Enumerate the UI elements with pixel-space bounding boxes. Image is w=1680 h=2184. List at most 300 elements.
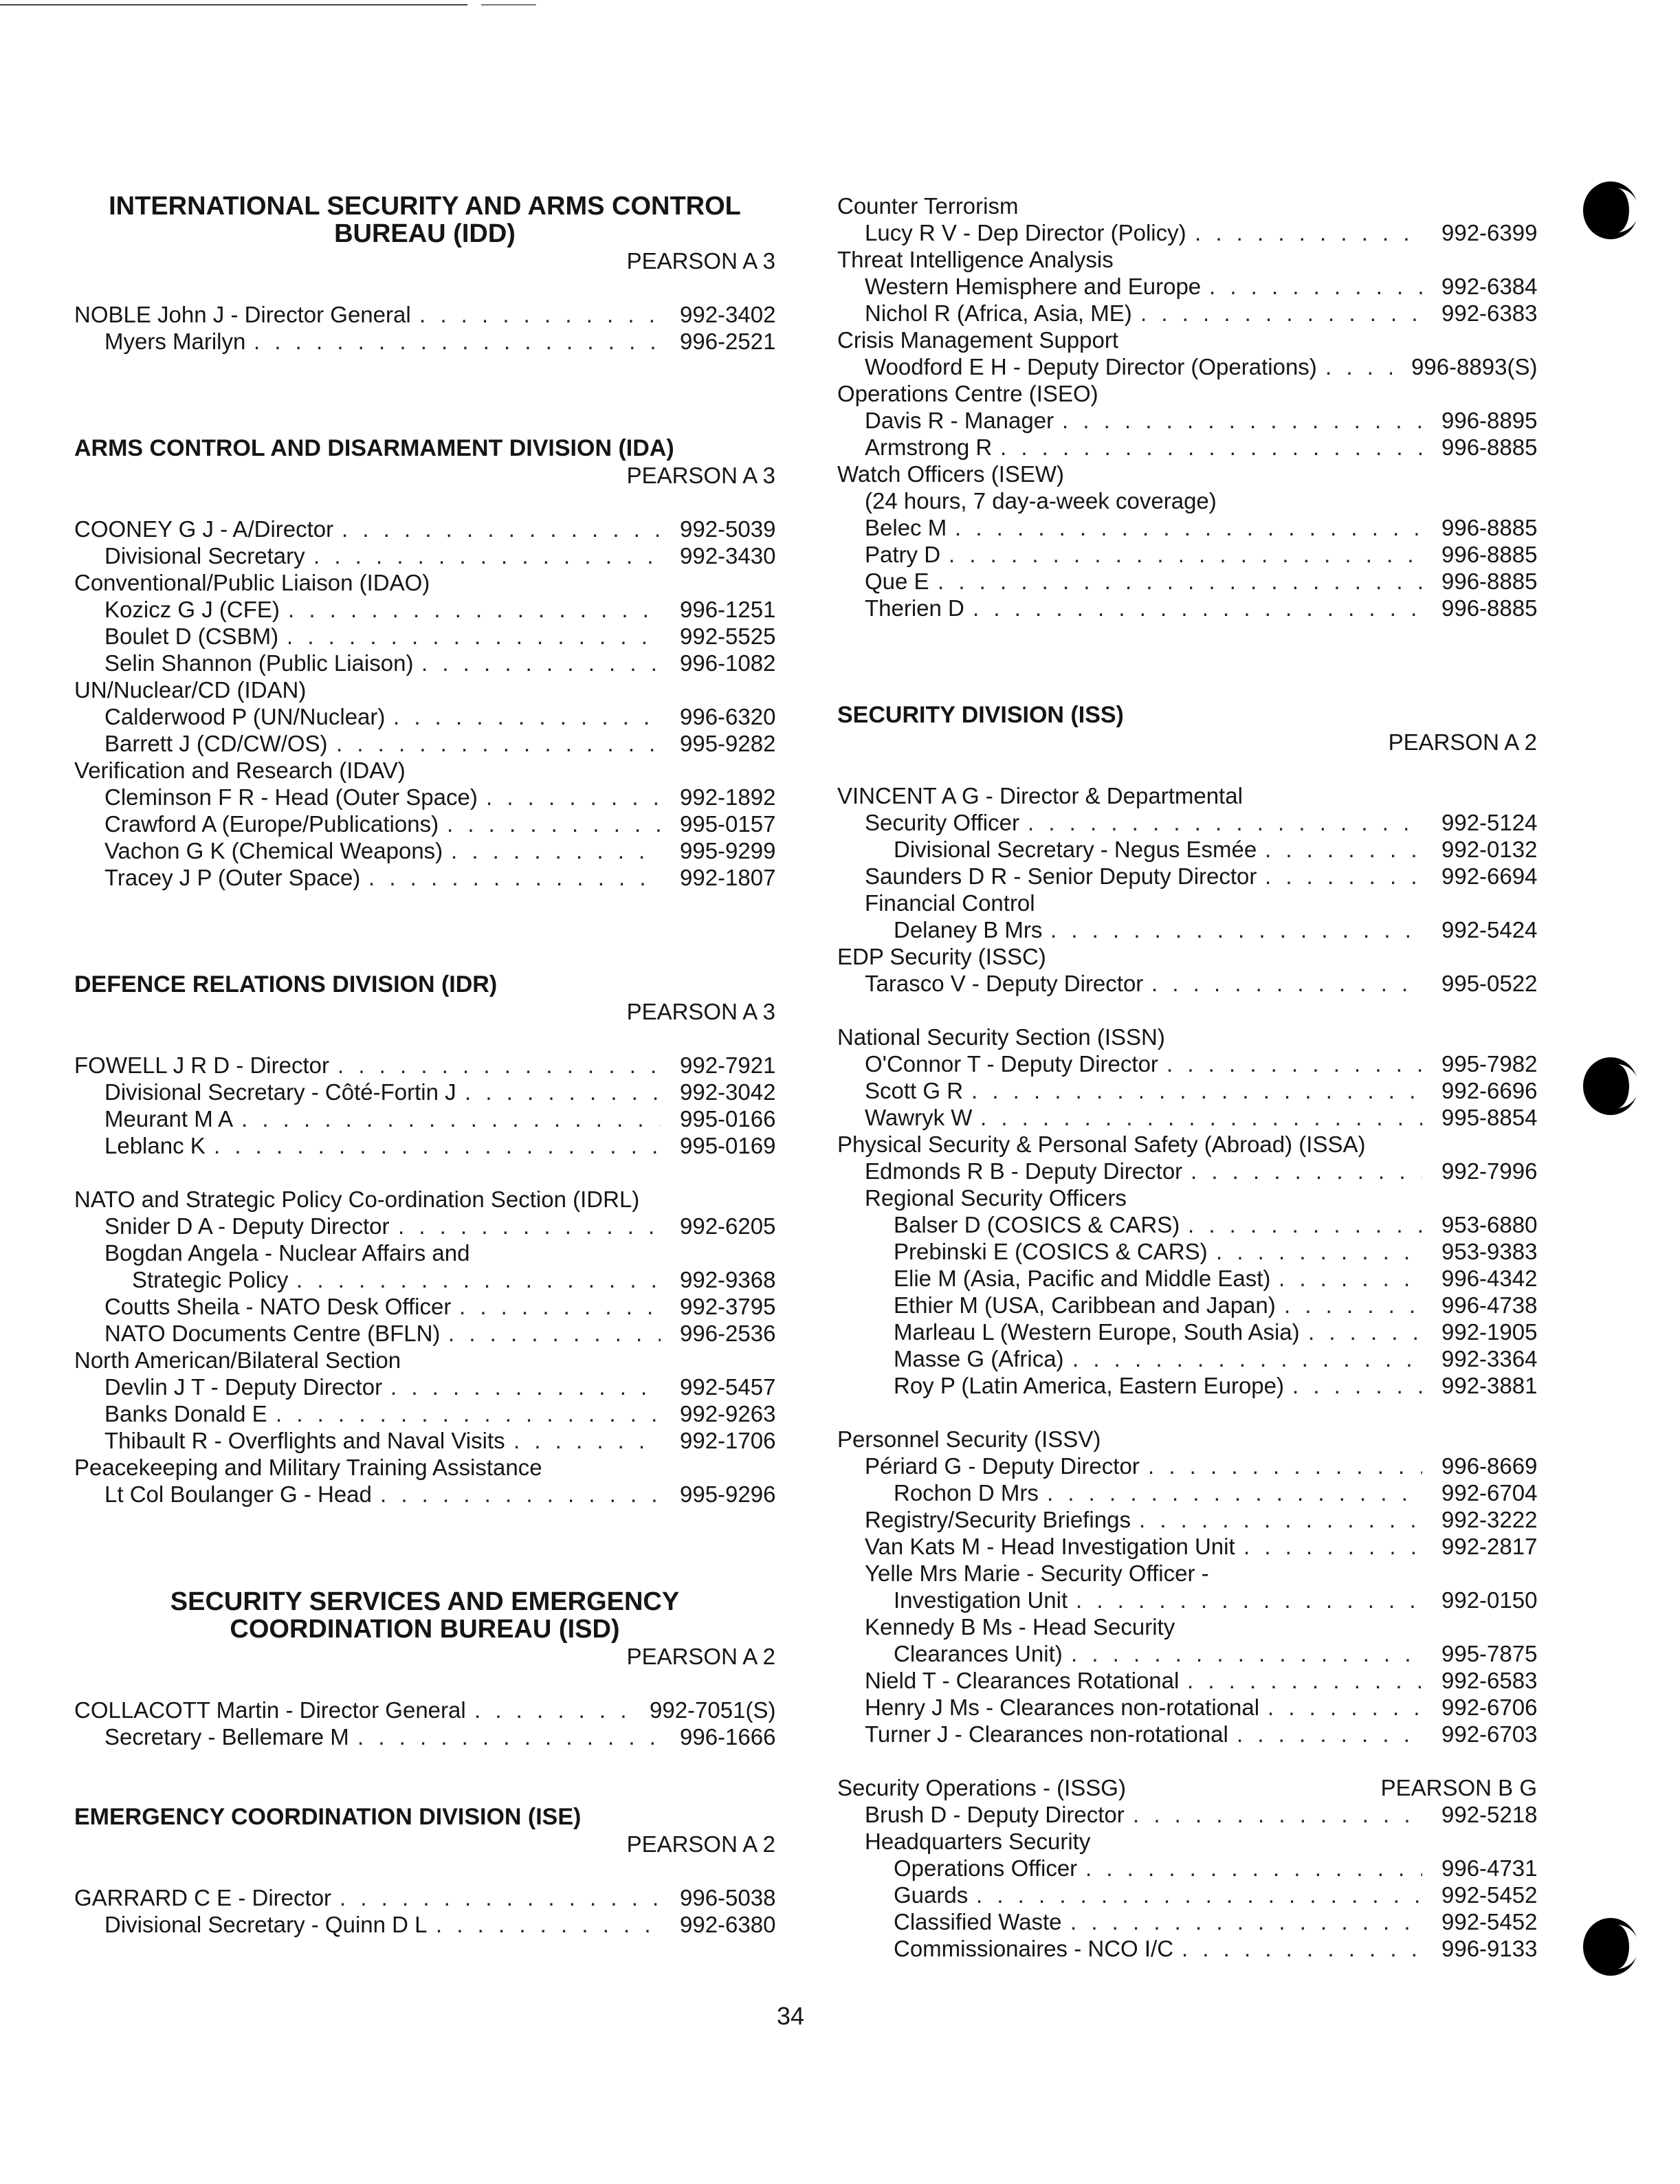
phone-number: 995-7982: [1441, 1051, 1538, 1077]
entry-name: Secretary - Bellemare M: [104, 1724, 349, 1750]
directory-entry: [837, 943, 1537, 970]
directory-entry: [837, 568, 1537, 595]
entry-name: COONEY G J - A/Director: [74, 516, 334, 542]
phone-number: 992-1706: [680, 1428, 776, 1453]
spacer: [74, 382, 775, 408]
directory-entry: [74, 569, 775, 596]
leader-dots: [1182, 1935, 1422, 1962]
entry-name: Headquarters Security: [865, 1829, 1091, 1854]
directory-entry: [74, 1213, 775, 1239]
building-location: PEARSON A 2: [626, 1831, 775, 1857]
leader-dots: [1292, 1372, 1422, 1399]
entry-name: Meurant M A: [104, 1106, 234, 1132]
leader-dots: [1325, 353, 1392, 380]
phone-number: 995-0169: [680, 1133, 776, 1158]
leader-dots: [276, 1400, 661, 1427]
phone-number: 995-9282: [680, 731, 776, 756]
leader-dots: [1139, 1506, 1422, 1533]
phone-number: 992-5424: [1441, 917, 1538, 942]
directory-entry: [837, 863, 1537, 890]
leader-dots: [1188, 1211, 1422, 1238]
entry-name: Selin Shannon (Public Liaison): [104, 650, 414, 676]
right-column: [837, 192, 1537, 1962]
directory-entry: [837, 782, 1537, 809]
entry-name: Banks Donald E: [104, 1401, 267, 1426]
phone-number: 992-0150: [1441, 1587, 1538, 1613]
division-heading: DEFENCE RELATIONS DIVISION (IDR): [74, 971, 498, 997]
entry-name: Van Kats M - Head Investigation Unit: [865, 1534, 1235, 1559]
directory-entry: [837, 1667, 1537, 1694]
directory-entry: [74, 623, 775, 650]
leader-dots: [313, 542, 661, 569]
phone-number: 992-5525: [680, 624, 776, 649]
phone-number: 992-5452: [1441, 1882, 1538, 1908]
left-column: [74, 192, 775, 1938]
entry-name: Que E: [865, 569, 929, 594]
entry-name: Wawryk W: [865, 1105, 973, 1130]
directory-entry: [837, 890, 1537, 916]
directory-entry: [837, 809, 1537, 836]
entry-name: Clearances Unit): [894, 1641, 1063, 1666]
entry-name: Investigation Unit: [894, 1587, 1068, 1613]
phone-number: 953-6880: [1441, 1212, 1538, 1237]
entry-name: Peacekeeping and Military Training Assistance: [74, 1455, 542, 1480]
division-heading: ARMS CONTROL AND DISARMAMENT DIVISION (IDA): [74, 435, 674, 461]
phone-number: 996-5038: [680, 1885, 776, 1910]
phone-number: 996-8885: [1441, 515, 1538, 540]
directory-entry: [74, 328, 775, 355]
entry-name: Périard G - Deputy Director: [865, 1453, 1140, 1479]
directory-entry: [837, 1506, 1537, 1533]
spacer: [74, 1508, 775, 1534]
entry-name: Divisional Secretary: [104, 543, 305, 569]
spacer: [74, 274, 775, 301]
phone-number: 992-5218: [1441, 1802, 1538, 1827]
directory-entry: [837, 1935, 1537, 1962]
leader-dots: [1151, 970, 1422, 997]
entry-name: Armstrong R: [865, 434, 993, 460]
entry-name: COLLACOTT Martin - Director General: [74, 1697, 466, 1723]
leader-dots: [1050, 916, 1422, 943]
spacer: [837, 1747, 1537, 1774]
entry-name: Commissionaires - NCO I/C: [894, 1936, 1174, 1961]
entry-name: GARRARD C E - Director: [74, 1885, 332, 1910]
phone-number: 992-1807: [680, 865, 776, 890]
directory-entry: [837, 1211, 1537, 1238]
phone-number: 992-6380: [680, 1912, 776, 1937]
spacer: [74, 918, 775, 945]
leader-dots: [380, 1481, 661, 1508]
entry-name: Divisional Secretary - Côté-Fortin J: [104, 1079, 456, 1105]
leader-dots: [368, 864, 661, 891]
directory-entry: [74, 542, 775, 569]
directory-entry: [837, 1453, 1537, 1479]
leader-dots: [451, 837, 661, 864]
entry-name: O'Connor T - Deputy Director: [865, 1051, 1158, 1077]
section: [837, 621, 1537, 1962]
directory-entry: [837, 1882, 1537, 1908]
entry-name: Tracey J P (Outer Space): [104, 865, 361, 890]
entry-name: Barrett J (CD/CW/OS): [104, 731, 328, 756]
leader-dots: [336, 730, 661, 757]
directory-entry: [837, 1828, 1537, 1855]
directory-entry: [837, 246, 1537, 273]
directory-entry: [837, 353, 1537, 380]
leader-dots: [214, 1132, 661, 1159]
phone-number: 995-9299: [680, 838, 776, 863]
phone-number: 992-1892: [680, 784, 776, 810]
directory-entry: [837, 273, 1537, 300]
spacer: [837, 621, 1537, 648]
building-location: PEARSON A 3: [626, 463, 775, 488]
leader-dots: [1072, 1345, 1422, 1372]
leader-dots: [1279, 1265, 1422, 1292]
directory-entry: [74, 1347, 775, 1374]
directory-entry: [74, 864, 775, 891]
phone-number: 992-5039: [680, 516, 776, 542]
directory-entry: [74, 1320, 775, 1347]
phone-number: 996-1082: [680, 650, 776, 676]
directory-entry: [837, 300, 1537, 327]
directory-entry: [837, 1292, 1537, 1319]
spacer: [74, 1670, 775, 1697]
section: [74, 1750, 775, 1938]
directory-entry: [837, 1801, 1537, 1828]
entry-name: Strategic Policy: [132, 1267, 289, 1292]
entry-name: Guards: [894, 1882, 969, 1908]
entry-name: Regional Security Officers: [865, 1185, 1127, 1211]
entry-name: Henry J Ms - Clearances non-rotational: [865, 1695, 1260, 1720]
spacer: [837, 648, 1537, 675]
leader-dots: [342, 516, 661, 542]
leader-dots: [1265, 863, 1422, 890]
building-location: PEARSON A 2: [626, 1644, 775, 1669]
leader-dots: [938, 568, 1422, 595]
leader-dots: [1028, 809, 1422, 836]
entry-name: Marleau L (Western Europe, South Asia): [894, 1319, 1300, 1345]
directory-entry: [74, 650, 775, 676]
phone-number: 992-6583: [1441, 1668, 1538, 1693]
entry-name: FOWELL J R D - Director: [74, 1052, 329, 1078]
leader-dots: [1062, 407, 1422, 434]
directory-entry: [837, 541, 1537, 568]
page-number: 34: [777, 2002, 805, 2030]
directory-entry: [837, 1050, 1537, 1077]
section: [74, 192, 775, 355]
directory-entry: [837, 1238, 1537, 1265]
directory-entry: [837, 514, 1537, 541]
leader-dots: [288, 596, 661, 623]
building-location: PEARSON A 3: [626, 248, 775, 274]
phone-number: 996-8669: [1441, 1453, 1538, 1479]
leader-dots: [976, 1882, 1422, 1908]
entry-name: Thibault R - Overflights and Naval Visits: [104, 1428, 505, 1453]
directory-entry: [837, 1855, 1537, 1882]
leader-dots: [296, 1266, 661, 1293]
directory-entry: [74, 301, 775, 328]
leader-dots: [419, 301, 661, 328]
leader-dots: [448, 1320, 661, 1347]
directory-entry: [74, 1132, 775, 1159]
phone-number: 996-4738: [1441, 1292, 1538, 1318]
leader-dots: [398, 1213, 661, 1239]
entry-name: Personnel Security (ISSV): [837, 1426, 1101, 1452]
leader-dots: [1284, 1292, 1422, 1319]
phone-number: 992-3430: [680, 543, 776, 569]
leader-dots: [513, 1427, 661, 1454]
directory-entry: [74, 1697, 775, 1723]
entry-name: Saunders D R - Senior Deputy Director: [865, 863, 1257, 889]
directory-entry: [837, 219, 1537, 246]
directory-entry: [837, 1265, 1537, 1292]
directory-entry: [74, 1052, 775, 1079]
phone-number: 996-9133: [1441, 1936, 1538, 1961]
entry-name: North American/Bilateral Section: [74, 1347, 401, 1373]
spacer: [74, 408, 775, 435]
directory-entry: [74, 1884, 775, 1911]
directory-entry: [74, 757, 775, 784]
leader-dots: [465, 1079, 661, 1105]
phone-number: 992-7051(S): [650, 1697, 776, 1723]
directory-entry: [837, 327, 1537, 353]
spacer: [837, 997, 1537, 1024]
directory-entry: [837, 1774, 1537, 1801]
entry-name: Rochon D Mrs: [894, 1480, 1039, 1505]
phone-number: 992-6205: [680, 1213, 776, 1239]
directory-entry: [837, 192, 1537, 219]
directory-entry: [837, 1184, 1537, 1211]
entry-name: Nichol R (Africa, Asia, ME): [865, 300, 1132, 326]
directory-entry: [837, 1372, 1537, 1399]
entry-name: Balser D (COSICS & CARS): [894, 1212, 1180, 1237]
spacer: [837, 755, 1537, 782]
entry-name: Cleminson F R - Head (Outer Space): [104, 784, 478, 810]
leader-dots: [447, 810, 661, 837]
directory-entry: [74, 1723, 775, 1750]
entry-name: Crawford A (Europe/Publications): [104, 811, 439, 837]
entry-name: NATO Documents Centre (BFLN): [104, 1321, 441, 1346]
entry-name: Security Operations - (ISSG): [837, 1775, 1126, 1800]
top-scan-rule-fragment: [481, 4, 536, 5]
phone-number: 992-5124: [1441, 810, 1538, 835]
leader-dots: [1187, 1667, 1422, 1694]
entry-name: Snider D A - Deputy Director: [104, 1213, 390, 1239]
leader-dots: [1071, 1640, 1422, 1667]
directory-entry: [837, 461, 1537, 487]
phone-number: 992-3364: [1441, 1346, 1538, 1371]
phone-number: 996-2536: [680, 1321, 776, 1346]
phone-number: 996-8895: [1441, 408, 1538, 433]
leader-dots: [459, 1293, 661, 1320]
entry-name: Threat Intelligence Analysis: [837, 247, 1114, 272]
section: [837, 192, 1537, 621]
directory-entry: [74, 1186, 775, 1213]
phone-number: 992-7996: [1441, 1158, 1538, 1184]
leader-dots: [1209, 273, 1422, 300]
directory-entry: [74, 1266, 775, 1293]
leader-dots: [980, 1104, 1422, 1131]
section: [74, 891, 775, 1508]
entry-name: NOBLE John J - Director General: [74, 302, 411, 327]
leader-dots: [1237, 1721, 1422, 1747]
entry-name: Counter Terrorism: [837, 193, 1019, 219]
phone-number: 996-4342: [1441, 1266, 1538, 1291]
entry-name: NATO and Strategic Policy Co-ordination Section (IDRL): [74, 1187, 640, 1212]
entry-name: Delaney B Mrs: [894, 917, 1043, 942]
directory-entry: [837, 836, 1537, 863]
directory-entry: [74, 1293, 775, 1320]
directory-entry: [837, 1560, 1537, 1587]
spacer: [74, 1777, 775, 1804]
leader-dots: [1148, 1453, 1422, 1479]
phone-number: 995-0166: [680, 1106, 776, 1132]
entry-name: Security Officer: [865, 810, 1019, 835]
directory-entry: [837, 434, 1537, 461]
entry-name: Belec M: [865, 515, 947, 540]
phone-number: 992-6703: [1441, 1721, 1538, 1747]
leader-dots: [390, 1374, 661, 1400]
spacer: [74, 1534, 775, 1561]
section: [74, 1508, 775, 1750]
bureau-title: SECURITY SERVICES AND EMERGENCY: [170, 1587, 680, 1616]
entry-name: Lt Col Boulanger G - Head: [104, 1481, 372, 1507]
directory-entry: [74, 1079, 775, 1105]
entry-name: Divisional Secretary - Quinn D L: [104, 1912, 428, 1937]
phone-number: 996-2521: [680, 329, 776, 354]
entry-name: Financial Control: [865, 890, 1035, 916]
phone-number: 996-8885: [1441, 569, 1538, 594]
entry-name: Ethier M (USA, Caribbean and Japan): [894, 1292, 1276, 1318]
punch-hole-bottom-icon: [1581, 1917, 1640, 1977]
phone-number: 996-8885: [1441, 434, 1538, 460]
directory-entry: [837, 1694, 1537, 1721]
leader-dots: [1000, 434, 1422, 461]
entry-name: Woodford E H - Deputy Director (Operations): [865, 354, 1317, 379]
entry-name: Physical Security & Personal Safety (Abroad) (ISSA): [837, 1132, 1366, 1157]
directory-entry: [74, 1400, 775, 1427]
directory-entry: [74, 676, 775, 703]
directory-entry: [74, 784, 775, 810]
phone-number: 992-3402: [680, 302, 776, 327]
entry-name: Registry/Security Briefings: [865, 1507, 1131, 1532]
leader-dots: [1085, 1855, 1422, 1882]
entry-name: Coutts Sheila - NATO Desk Officer: [104, 1294, 452, 1319]
entry-name: Prebinski E (COSICS & CARS): [894, 1239, 1208, 1264]
leader-dots: [287, 623, 661, 650]
phone-number: 995-7875: [1441, 1641, 1538, 1666]
directory-entry: [837, 487, 1537, 514]
entry-name: Leblanc K: [104, 1133, 206, 1158]
directory-entry: [837, 1319, 1537, 1345]
phone-number: 992-0132: [1441, 837, 1538, 862]
spacer: [74, 945, 775, 971]
directory-entry: [74, 730, 775, 757]
leader-dots: [1244, 1533, 1422, 1560]
entry-name: Verification and Research (IDAV): [74, 758, 406, 783]
phone-number: 996-8885: [1441, 542, 1538, 567]
phone-number: 992-2817: [1441, 1534, 1538, 1559]
entry-name: Watch Officers (ISEW): [837, 461, 1065, 487]
phone-number: 992-7921: [680, 1052, 776, 1078]
leader-dots: [1265, 836, 1422, 863]
directory-entry: [837, 916, 1537, 943]
directory-entry: [74, 1239, 775, 1266]
leader-dots: [357, 1723, 661, 1750]
phone-number: 992-6399: [1441, 220, 1538, 245]
entry-name: Lucy R V - Dep Director (Policy): [865, 220, 1186, 245]
entry-name: Masse G (Africa): [894, 1346, 1064, 1371]
phone-number: 992-6696: [1441, 1078, 1538, 1103]
bureau-title: BUREAU (IDD): [334, 219, 516, 248]
spacer: [74, 1750, 775, 1777]
entry-name: Devlin J T - Deputy Director: [104, 1374, 383, 1400]
directory-entry: [837, 1158, 1537, 1184]
directory-entry: [837, 407, 1537, 434]
bureau-title: INTERNATIONAL SECURITY AND ARMS CONTROL: [109, 192, 741, 221]
building-location: PEARSON A 3: [626, 999, 775, 1024]
directory-entry: [837, 1479, 1537, 1506]
entry-name: Bogdan Angela - Nuclear Affairs and: [104, 1240, 470, 1266]
entry-name: Nield T - Clearances Rotational: [865, 1668, 1180, 1693]
phone-number: 995-8854: [1441, 1105, 1538, 1130]
building-location: PEARSON A 2: [1388, 729, 1537, 755]
entry-name: Divisional Secretary - Negus Esmée: [894, 837, 1257, 862]
division-heading: SECURITY DIVISION (ISS): [837, 702, 1124, 728]
entry-name: Operations Centre (ISEO): [837, 381, 1098, 406]
entry-name: Edmonds R B - Deputy Director: [865, 1158, 1183, 1184]
entry-name: Myers Marilyn: [104, 329, 246, 354]
entry-name: Yelle Mrs Marie - Security Officer -: [865, 1560, 1209, 1586]
phone-number: 992-6384: [1441, 274, 1538, 299]
directory-entry: [837, 1426, 1537, 1453]
phone-number: 992-5452: [1441, 1909, 1538, 1934]
entry-name: EDP Security (ISSC): [837, 944, 1046, 969]
leader-dots: [1076, 1587, 1422, 1613]
spacer: [74, 1159, 775, 1186]
directory-entry: [74, 516, 775, 542]
directory-entry: [837, 970, 1537, 997]
phone-number: 995-0157: [680, 811, 776, 837]
entry-name: Calderwood P (UN/Nuclear): [104, 704, 386, 729]
phone-number: 995-0522: [1441, 971, 1538, 996]
spacer: [837, 1399, 1537, 1426]
entry-name: UN/Nuclear/CD (IDAN): [74, 677, 307, 703]
directory-entry: [74, 1481, 775, 1508]
directory-entry: [74, 837, 775, 864]
leader-dots: [1167, 1050, 1422, 1077]
directory-entry: [74, 1105, 775, 1132]
spacer: [74, 1857, 775, 1884]
phone-number: 992-6706: [1441, 1695, 1538, 1720]
directory-entry: [837, 1077, 1537, 1104]
phone-number: 996-8885: [1441, 595, 1538, 621]
leader-dots: [1191, 1158, 1422, 1184]
leader-dots: [393, 703, 661, 730]
entry-name: Patry D: [865, 542, 941, 567]
spacer: [837, 675, 1537, 702]
phone-number: 953-9383: [1441, 1239, 1538, 1264]
entry-name: Conventional/Public Liaison (IDAO): [74, 570, 430, 595]
entry-name: Classified Waste: [894, 1909, 1062, 1934]
entry-name: Therien D: [865, 595, 964, 621]
spacer: [74, 355, 775, 382]
directory-entry: [837, 1721, 1537, 1747]
phone-number: 996-6320: [680, 704, 776, 729]
entry-name: Crisis Management Support: [837, 327, 1119, 353]
leader-dots: [436, 1911, 661, 1938]
leader-dots: [1268, 1694, 1422, 1721]
entry-name: Turner J - Clearances non-rotational: [865, 1721, 1228, 1747]
